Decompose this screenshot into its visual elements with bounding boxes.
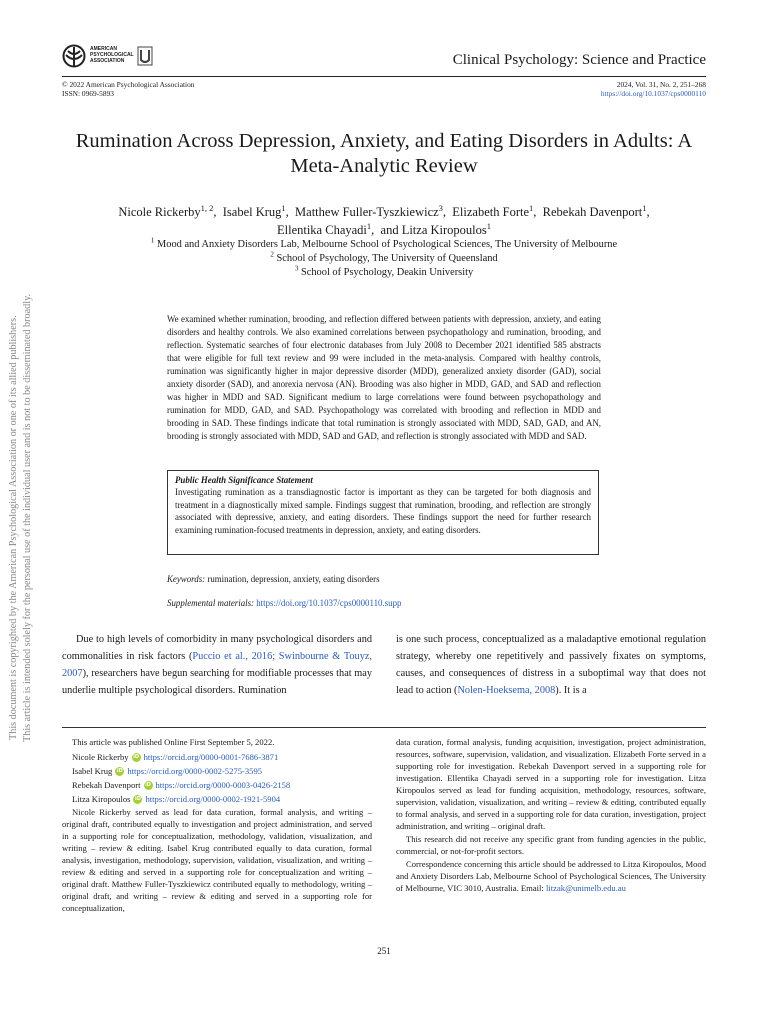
- contributions-right: data curation, formal analysis, funding acquisition, investigation, project administration, resources, software, supervision, validation, and visualization. Elizabeth Forte served in a supporting role for investigation. Rebekah Davenport served in a supporting role for investigation. Ellentika Chayadi served in a supporting role for investigation. Litza Kiropoulos served as lead for funding acquisition, methodology, resources, software, supervision, validation, visualization, and writing – review & editing, contributed equally to formal analysis, and served in a supporting role for data curation, investigation, project administration, and writing – original draft.: [396, 737, 706, 831]
- logo-text-1: AMERICAN: [90, 46, 117, 52]
- doi-link[interactable]: https://doi.org/10.1037/cps0000110: [600, 89, 706, 98]
- issn-line: ISSN: 0969-5893: [62, 89, 114, 98]
- orcid-link[interactable]: https://orcid.org/0000-0001-7686-3871: [143, 752, 279, 762]
- funding-note: This research did not receive any specific grant from funding agencies in the public, commercial, or not-for-profit sectors.: [396, 834, 706, 856]
- logo-text-2: PSYCHOLOGICAL: [90, 52, 134, 58]
- affiliation: $^3$ School of Psychology, Deakin University: [294, 264, 474, 278]
- correspondence-note: Correspondence concerning this article should be addressed to Litza Kiropoulos, Mood and Anxiety Disorders Lab, Melbourne School of Psychological Sciences, The University of Melbourne, VIC 3010, Australia. Email: litzak@unimelb.edu.au: [396, 859, 706, 893]
- article-title: Rumination Across Depression, Anxiety, and Eating Disorders in Adults: A Meta-Analytic Review: [75, 130, 693, 177]
- author: Rebekah Davenport$^1$,: [542, 202, 650, 219]
- body-column-right: is one such process, conceptualized as a maladaptive emotional regulation strategy, whereby one repetitively and passively fixates on symptoms, causes, and consequences of distress in a suboptimal way that does not lead to action (Nolen-Hoeksema, 2008). It is a: [396, 634, 706, 696]
- orcid-link[interactable]: https://orcid.org/0000-0002-1921-5904: [145, 794, 281, 804]
- citation-link[interactable]: Puccio et al., 2016; Swinbourne & Touyz, 2007: [62, 651, 372, 679]
- apa-logo: [62, 44, 222, 72]
- orcid-link[interactable]: https://orcid.org/0000-0002-5275-3595: [127, 766, 263, 776]
- footnotes-right: [396, 736, 706, 894]
- orcid-icon: iD: [145, 781, 151, 788]
- orcid-icon: iD: [116, 767, 123, 774]
- supplemental-materials: [167, 598, 401, 608]
- author: Nicole Rickerby$^{1, 2}$,: [118, 202, 217, 219]
- affiliation: $^2$ School of Psychology, The University of Queensland: [270, 250, 498, 264]
- footnotes-left: [62, 736, 372, 914]
- body-column-left: Due to high levels of comorbidity in many psychological disorders and commonalities in risk factors (Puccio et al., 2016; Swinbourne & Touyz, 2007), researchers have begun searching for modifiable processes that may underlie multiple psychological disorders. Rumination: [62, 634, 372, 696]
- header-meta-left: [62, 80, 194, 98]
- public-health-heading: Public Health Significance Statement: [175, 475, 313, 485]
- supplemental-label: Supplemental materials:: [167, 598, 255, 608]
- orcid-entry: Rebekah Davenport iD https://orcid.org/0000-0003-0426-2158: [72, 780, 291, 790]
- copyright-line: © 2022 American Psychological Association: [62, 80, 195, 89]
- orcid-icon: iD: [135, 795, 141, 802]
- author: Isabel Krug$^1$,: [222, 202, 289, 219]
- volume-line: 2024, Vol. 31, No. 2, 251–268: [616, 80, 706, 89]
- affiliations: [62, 238, 706, 280]
- page-number: 251: [377, 946, 391, 956]
- keywords-text: rumination, depression, anxiety, eating disorders: [207, 574, 380, 584]
- orcid-entry: Nicole Rickerby iD https://orcid.org/0000-0001-7686-3871: [72, 752, 279, 762]
- orcid-icon: iD: [133, 753, 139, 760]
- usage-side-note: This article is intended solely for the personal use of the individual user and is not to be disseminated broadly.: [22, 293, 33, 742]
- orcid-link[interactable]: https://orcid.org/0000-0003-0426-2158: [155, 780, 291, 790]
- copyright-side-note: This document is copyrighted by the American Psychological Association or one of its allied publishers.: [8, 315, 19, 740]
- published-note: This article was published Online First September 5, 2022.: [72, 737, 275, 747]
- keywords: [167, 574, 380, 584]
- supplemental-link[interactable]: https://doi.org/10.1037/cps0000110.supp: [256, 598, 402, 608]
- author-list: [62, 203, 706, 239]
- abstract: We examined whether rumination, brooding, and reflection differed between patients with depression, anxiety, and eating disorders and healthy controls. We also examined correlations between psychopathology and rumination, brooding, and reflection. Systematic searches of four electronic databases from July 2008 to December 2021 identified 585 abstracts that were eligible for full text review and 99 were included in the meta-analysis. Compared with healthy controls, rumination was significantly higher in major depressive disorder (MDD), generalized anxiety disorder (GAD), social anxiety disorder (SAD), and anorexia nervosa (AN). Brooding was also higher in MDD, GAD, and SAD and reflection was higher in MDD and SAD. Significant medium to large correlations were found between psychopathology and rumination for MDD, GAD, and SAD. Psychopathology was correlated with brooding and reflection in MDD and brooding in SAD. These findings indicate that total rumination is strongly associated with MDD, SAD, GAD, and AN, brooding is strongly associated with MDD, SAD and GAD, and reflection is strongly associated with MDD and SAD.: [167, 314, 601, 441]
- citation-link[interactable]: Nolen-Hoeksema, 2008: [457, 685, 556, 696]
- author: Ellentika Chayadi$^1$,: [276, 220, 375, 237]
- orcid-entry: Litza Kiropoulos iD https://orcid.org/0000-0002-1921-5904: [72, 794, 281, 804]
- header-meta-right: [601, 80, 706, 98]
- journal-name: Clinical Psychology: Science and Practice: [452, 52, 706, 68]
- header-rule: [62, 76, 706, 77]
- keywords-label: Keywords:: [167, 574, 206, 584]
- contributions-left: Nicole Rickerby served as lead for data curation, formal analysis, and writing – original draft, contributed equally to investigation and project administration, and served in a supporting role for conceptualization, methodology, validation, visualization, and writing – review & editing. Isabel Krug contributed equally to data curation, formal analysis, investigation, methodology, supervision, validation, visualization, and writing – review & editing and served in a supporting role for conceptualization and writing – original draft. Matthew Fuller-Tyszkiewicz contributed equally to methodology, writing – original draft, and writing – review & editing and served in a supporting role for conceptualization,: [62, 807, 372, 913]
- email-link[interactable]: litzak@unimelb.edu.au: [545, 883, 626, 893]
- author: and Litza Kiropoulos$^1$: [380, 220, 491, 237]
- author: Matthew Fuller-Tyszkiewicz$^3$,: [295, 202, 447, 219]
- public-health-box: [167, 470, 599, 555]
- public-health-text: Investigating rumination as a transdiagnostic factor is important as they can be targeted for both diagnosis and treatment in a diagnostically mixed sample. Findings suggest that rumination, brooding, and reflection are strongly associated with depressive, anxiety, and eating disorders. These findings support the need for further research examining rumination-focused treatments in depression, anxiety, and eating disorders.: [175, 487, 591, 535]
- author: Elizabeth Forte$^1$,: [452, 202, 537, 219]
- affiliation: $^1$ Mood and Anxiety Disorders Lab, Melbourne School of Psychological Sciences, The University of Melbourne: [150, 236, 618, 250]
- orcid-entry: Isabel Krug iD https://orcid.org/0000-0002-5275-3595: [72, 766, 263, 776]
- apa-logo-mark: [62, 44, 222, 74]
- footnote-rule: [62, 727, 706, 728]
- logo-text-3: ASSOCIATION: [90, 58, 125, 64]
